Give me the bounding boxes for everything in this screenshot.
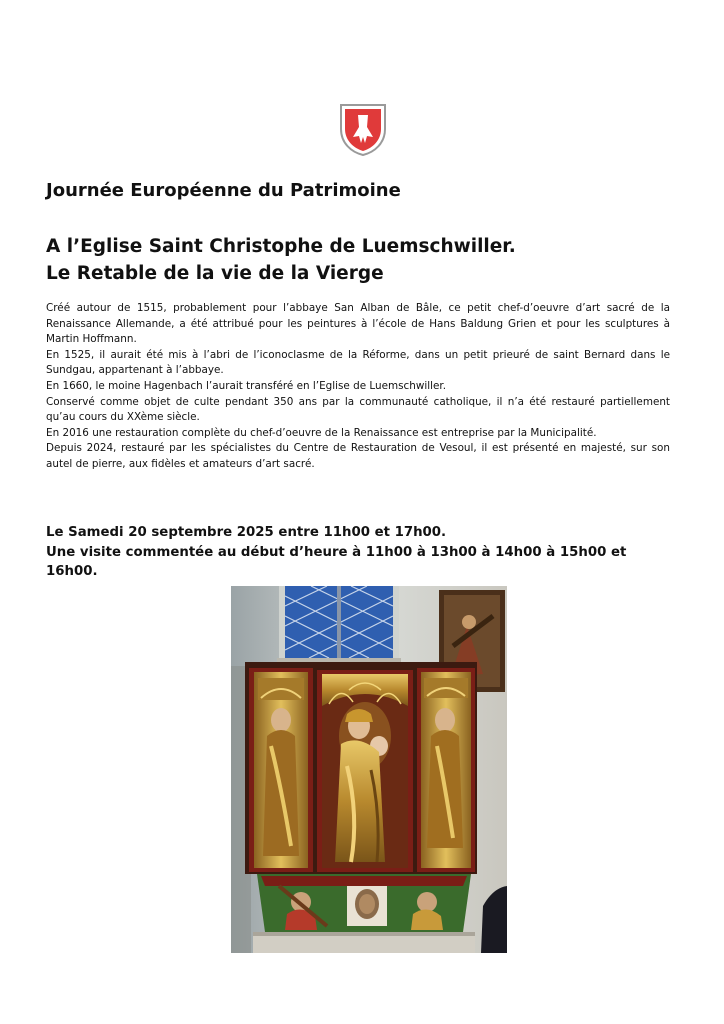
page-heading: Journée Européenne du Patrimoine	[46, 180, 401, 201]
altarpiece-photo	[231, 586, 507, 953]
coat-of-arms-icon	[339, 103, 387, 157]
page-title	[46, 233, 516, 287]
history-text	[46, 301, 670, 473]
title-line-2: Le Retable de la vie de la Vierge	[46, 263, 384, 284]
paragraph: Depuis 2024, restauré par les spécialistes du Centre de Restauration de Vesoul, il est présenté en majesté, sur son autel de pierre, aux fidèles et amateurs d’art sacré.	[46, 442, 670, 470]
paragraph: En 1525, il aurait été mis à l’abri de l’iconoclasme de la Réforme, dans un petit prieuré de saint Bernard dans le Sundgau, appartenant à l’abbaye.	[46, 348, 670, 377]
paragraph: En 1660, le moine Hagenbach l’aurait transféré en l’Eglise de Luemschwiller.	[46, 379, 446, 392]
event-date: Le Samedi 20 septembre 2025 entre 11h00 et 17h00.	[46, 525, 447, 540]
altarpiece-photo-icon	[231, 586, 507, 953]
title-line-1: A l’Eglise Saint Christophe de Luemschwiller.	[46, 236, 516, 257]
paragraph: Conservé comme objet de culte pendant 350 ans par la communauté catholique, il n’a été restauré partiellement qu’au cours du XXème siècle.	[46, 395, 670, 424]
paragraph: Créé autour de 1515, probablement pour l’abbaye San Alban de Bâle, ce petit chef-d’oeuvre d’art sacré de la Renaissance Allemande, a été attribué pour les peintures à l’école de Hans Baldung Grien et pour les sculptures à Martin Hoffmann.	[46, 302, 670, 346]
event-visits: Une visite commentée au début d’heure à 11h00 à 13h00 à 14h00 à 15h00 et 16h00.	[46, 544, 627, 579]
paragraph: En 2016 une restauration complète du chef-d’oeuvre de la Renaissance est entreprise par la Municipalité.	[46, 426, 597, 439]
event-info	[46, 523, 672, 582]
